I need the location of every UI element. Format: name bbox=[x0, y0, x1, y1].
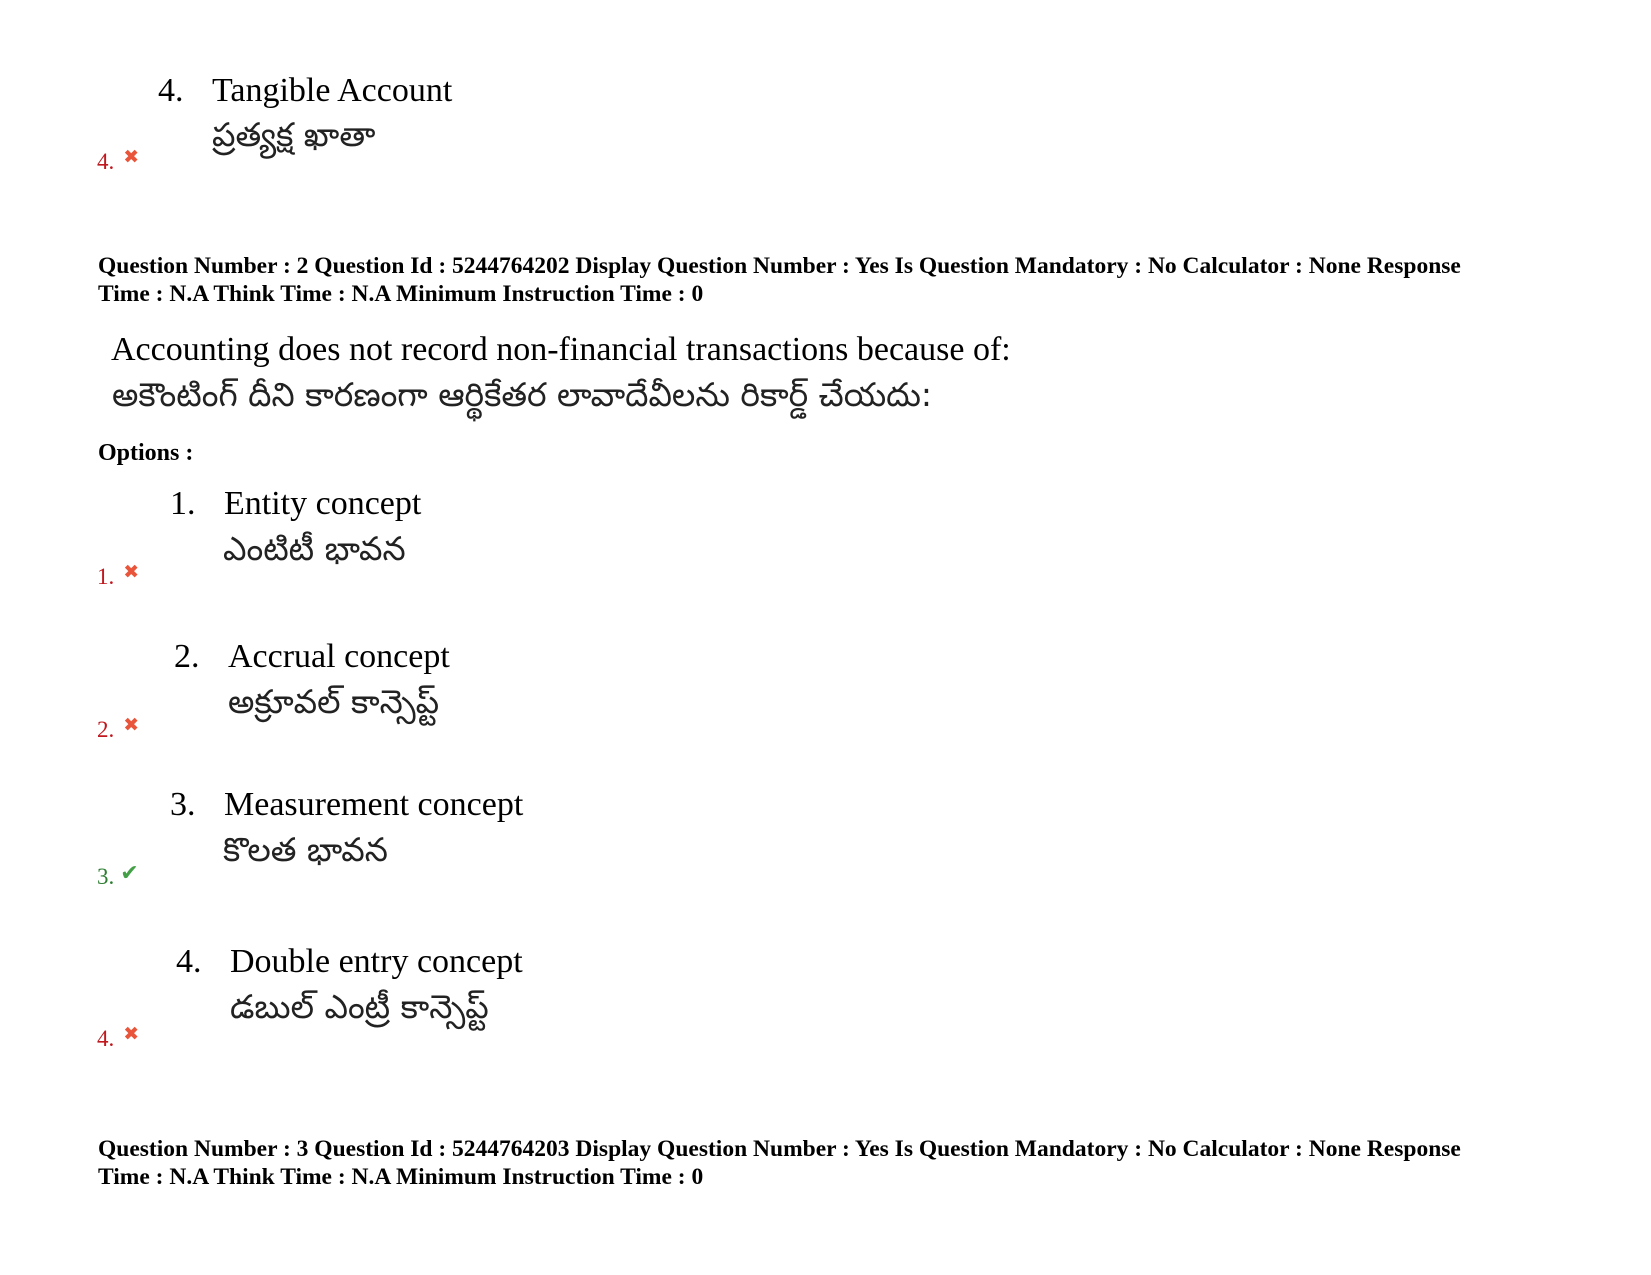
option-4-number: 4. bbox=[176, 943, 202, 980]
marker-number: 1. bbox=[97, 564, 115, 589]
cross-icon: ✖ bbox=[123, 561, 140, 583]
option-2-english bbox=[174, 640, 450, 674]
marker-number: 4. bbox=[97, 1026, 115, 1051]
prev-option-4-english bbox=[158, 74, 452, 108]
option-4-telugu: డబుల్ ఎంట్రీ కాన్సెప్ట్ bbox=[230, 987, 489, 1026]
question-2-text-telugu: అకౌంటింగ్ దీని కారణంగా ఆర్థికేతర లావాదేవీలను రికార్డ్ చేయదు: bbox=[112, 375, 932, 414]
option-3-english bbox=[170, 788, 523, 822]
option-2-text: Accrual concept bbox=[228, 638, 450, 675]
option-2-number: 2. bbox=[174, 638, 200, 675]
option-1-number: 1. bbox=[170, 485, 196, 522]
cross-icon: ✖ bbox=[123, 714, 140, 736]
question-2-meta-line2: Time : N.A Think Time : N.A Minimum Instruction Time : 0 bbox=[98, 281, 704, 307]
option-1-text: Entity concept bbox=[224, 485, 422, 522]
prev-option-4-number: 4. bbox=[158, 72, 184, 109]
option-3-text: Measurement concept bbox=[224, 786, 524, 823]
option-1-english bbox=[170, 487, 421, 521]
options-label: Options : bbox=[98, 440, 194, 466]
option-4-marker bbox=[97, 1023, 140, 1051]
cross-icon: ✖ bbox=[123, 146, 140, 168]
option-2-marker bbox=[97, 714, 140, 742]
option-3-marker bbox=[97, 861, 139, 889]
option-1-telugu: ఎంటిటీ భావన bbox=[223, 529, 406, 568]
question-3-meta bbox=[98, 1135, 1568, 1191]
prev-option-4-text: Tangible Account bbox=[212, 72, 453, 109]
checkmark-icon: ✔ bbox=[120, 861, 139, 886]
cross-icon: ✖ bbox=[123, 1023, 140, 1045]
marker-number: 4. bbox=[97, 149, 115, 174]
option-2-telugu: అక్రూవల్ కాన్సెప్ట్ bbox=[228, 682, 440, 721]
option-3-number: 3. bbox=[170, 786, 196, 823]
option-4-text: Double entry concept bbox=[230, 943, 523, 980]
question-2-meta-line1: Question Number : 2 Question Id : 5244764202 Display Question Number : Yes Is Question Mandatory : No Calculator : None Response bbox=[98, 253, 1461, 279]
option-1-marker bbox=[97, 561, 140, 589]
prev-option-4-telugu: ప్రత్యక్ష ఖాతా bbox=[212, 115, 376, 154]
question-2-meta bbox=[98, 252, 1568, 308]
question-3-meta-line1: Question Number : 3 Question Id : 5244764203 Display Question Number : Yes Is Question Mandatory : No Calculator : None Response bbox=[98, 1136, 1461, 1162]
prev-option-4-marker bbox=[97, 146, 140, 174]
question-2-text-english: Accounting does not record non-financial transactions because of: bbox=[111, 331, 1011, 368]
question-3-meta-line2: Time : N.A Think Time : N.A Minimum Instruction Time : 0 bbox=[98, 1164, 704, 1190]
marker-number: 2. bbox=[97, 717, 115, 742]
marker-number: 3. bbox=[97, 864, 115, 889]
option-4-english bbox=[176, 945, 523, 979]
option-3-telugu: కొలత భావన bbox=[223, 830, 388, 869]
